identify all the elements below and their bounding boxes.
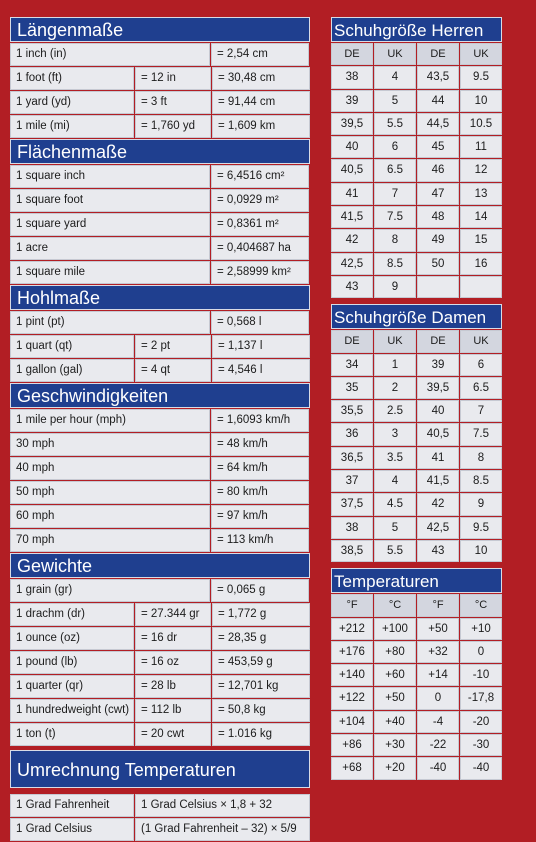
table-row [331,377,502,399]
herren-table [331,43,502,298]
metric-cell: = 1,609 km [212,115,310,138]
metric-cell: = 0,404687 ha [211,237,309,260]
table-row [10,794,310,817]
size-cell: +50 [417,618,459,640]
size-cell: 8 [460,447,502,469]
table-row [331,734,502,756]
equiv-cell: = 3 ft [135,91,211,114]
laengen-table [10,43,310,138]
formula-cell: 1 Grad Celsius × 1,8 + 32 [135,794,310,817]
size-cell: 35 [331,377,373,399]
metric-cell: = 97 km/h [211,505,309,528]
size-cell: +212 [331,618,373,640]
hohl-table [10,311,310,382]
size-cell: +30 [374,734,416,756]
metric-cell: = 6,4516 cm² [211,165,309,188]
column-header: DE [331,330,373,352]
unit-cell: 1 ton (t) [10,723,134,746]
section-title-umrechnung-temperaturen: Umrechnung Temperaturen [10,750,310,788]
metric-cell: = 1.016 kg [212,723,310,746]
size-cell: 7.5 [374,206,416,228]
table-row [331,517,502,539]
column-header: UK [374,43,416,65]
size-cell: 7 [374,183,416,205]
table-row [10,261,310,284]
size-cell: 5 [374,90,416,112]
size-cell: 40 [331,136,373,158]
table-row [10,311,310,334]
metric-cell: = 0,065 g [211,579,309,602]
section-title-geschwindigkeiten: Geschwindigkeiten [10,383,310,408]
size-cell: +32 [417,641,459,663]
unit-cell: 1 inch (in) [10,43,210,66]
size-cell: 42,5 [331,253,373,275]
table-row [331,400,502,422]
size-cell [460,276,502,298]
unit-cell: 1 pound (lb) [10,651,134,674]
size-cell: 0 [460,641,502,663]
size-cell: +40 [374,711,416,733]
size-cell: 15 [460,229,502,251]
size-cell: 38,5 [331,540,373,562]
metric-cell: = 1,137 l [212,335,310,358]
metric-cell: = 28,35 g [212,627,310,650]
size-cell: 44 [417,90,459,112]
size-cell: -40 [417,757,459,779]
unit-cell: 1 quart (qt) [10,335,134,358]
size-cell: +176 [331,641,373,663]
table-row [10,627,310,650]
size-cell: 38 [331,66,373,88]
section-title-gewichte: Gewichte [10,553,310,578]
umrechnung-table [10,794,310,841]
size-cell: 5.5 [374,540,416,562]
size-cell: 7.5 [460,423,502,445]
size-cell: 40,5 [331,159,373,181]
metric-cell: = 30,48 cm [212,67,310,90]
equiv-cell: = 27.344 gr [135,603,211,626]
size-cell: 41,5 [417,470,459,492]
size-cell: 6 [460,354,502,376]
gewichte-table [10,579,310,746]
size-cell: 6.5 [460,377,502,399]
unit-cell: 1 square yard [10,213,210,236]
table-row [10,409,310,432]
size-cell: 9 [460,493,502,515]
size-cell: -30 [460,734,502,756]
size-cell: 5 [374,517,416,539]
size-cell: 8.5 [460,470,502,492]
table-row [10,237,310,260]
unit-cell: 40 mph [10,457,210,480]
metric-cell: = 50,8 kg [212,699,310,722]
table-row [10,359,310,382]
table-row [331,618,502,640]
size-cell: +50 [374,687,416,709]
size-cell: -20 [460,711,502,733]
table-row [10,651,310,674]
table-row [331,159,502,181]
unit-cell: 1 gallon (gal) [10,359,134,382]
table-row [10,579,310,602]
table-row [10,165,310,188]
unit-cell: 1 Grad Celsius [10,818,134,841]
metric-cell: = 0,8361 m² [211,213,309,236]
size-cell: 36,5 [331,447,373,469]
size-cell: 43 [417,540,459,562]
size-cell: +80 [374,641,416,663]
table-row [331,641,502,663]
column-header: UK [460,330,502,352]
table-header-row [331,594,502,616]
temperaturen-table [331,594,502,779]
table-row [331,113,502,135]
unit-cell: 1 square inch [10,165,210,188]
unit-cell: 1 mile per hour (mph) [10,409,210,432]
size-cell: 42,5 [417,517,459,539]
table-row [331,354,502,376]
size-cell: 41 [417,447,459,469]
equiv-cell: = 2 pt [135,335,211,358]
size-cell: 3.5 [374,447,416,469]
size-cell: -22 [417,734,459,756]
size-cell: 37 [331,470,373,492]
table-row [331,136,502,158]
size-cell: 2.5 [374,400,416,422]
metric-cell: = 48 km/h [211,433,309,456]
size-cell: 41,5 [331,206,373,228]
size-cell: 16 [460,253,502,275]
unit-cell: 60 mph [10,505,210,528]
unit-cell: 1 foot (ft) [10,67,134,90]
table-header-row [331,330,502,352]
column-header: °C [460,594,502,616]
table-row [331,66,502,88]
size-cell: 9 [374,276,416,298]
size-cell: +60 [374,664,416,686]
column-header: °C [374,594,416,616]
unit-cell: 1 square mile [10,261,210,284]
size-cell: +86 [331,734,373,756]
table-row [10,67,310,90]
table-row [10,433,310,456]
metric-cell: = 0,568 l [211,311,309,334]
size-cell: +122 [331,687,373,709]
metric-cell: = 113 km/h [211,529,309,552]
table-row [331,687,502,709]
size-cell: +104 [331,711,373,733]
size-cell: 43 [331,276,373,298]
metric-cell: = 1,772 g [212,603,310,626]
unit-cell: 1 pint (pt) [10,311,210,334]
table-row [331,423,502,445]
table-row [331,757,502,779]
table-row [10,457,310,480]
size-cell: 42 [417,493,459,515]
size-cell: -17,8 [460,687,502,709]
unit-cell: 1 ounce (oz) [10,627,134,650]
equiv-cell: = 16 oz [135,651,211,674]
table-row [331,183,502,205]
size-cell: 39,5 [417,377,459,399]
metric-cell: = 2,58999 km² [211,261,309,284]
unit-cell: 1 hundredweight (cwt) [10,699,134,722]
unit-cell: 1 mile (mi) [10,115,134,138]
unit-cell: 70 mph [10,529,210,552]
size-cell: 6.5 [374,159,416,181]
size-cell: 41 [331,183,373,205]
table-row [331,493,502,515]
size-cell: 6 [374,136,416,158]
equiv-cell: = 4 qt [135,359,211,382]
size-cell: +100 [374,618,416,640]
table-row [331,540,502,562]
table-row [10,91,310,114]
size-cell: +20 [374,757,416,779]
size-cell: 46 [417,159,459,181]
unit-cell: 1 yard (yd) [10,91,134,114]
column-header: °F [331,594,373,616]
size-cell: 8 [374,229,416,251]
equiv-cell: = 20 cwt [135,723,211,746]
flaechen-table [10,165,310,284]
table-row [10,43,310,66]
table-row [10,335,310,358]
size-cell: -40 [460,757,502,779]
size-cell: 37,5 [331,493,373,515]
table-row [10,115,310,138]
size-cell: -10 [460,664,502,686]
size-cell: 38 [331,517,373,539]
size-cell: 4.5 [374,493,416,515]
size-cell: 45 [417,136,459,158]
size-cell: 36 [331,423,373,445]
equiv-cell: = 1,760 yd [135,115,211,138]
size-cell: 1 [374,354,416,376]
size-cell: 34 [331,354,373,376]
table-row [10,603,310,626]
metric-cell: = 91,44 cm [212,91,310,114]
column-header: DE [417,43,459,65]
size-cell: 39 [331,90,373,112]
unit-cell: 30 mph [10,433,210,456]
unit-cell: 1 quarter (qr) [10,675,134,698]
size-cell: 13 [460,183,502,205]
size-cell: 4 [374,66,416,88]
size-cell: 10 [460,90,502,112]
table-row [331,229,502,251]
table-row [10,529,310,552]
size-cell: 2 [374,377,416,399]
equiv-cell: = 12 in [135,67,211,90]
metric-cell: = 4,546 l [212,359,310,382]
size-cell: 49 [417,229,459,251]
section-title-schuhgroesse-damen: Schuhgröße Damen [331,304,502,329]
size-cell: 0 [417,687,459,709]
left-column [10,17,310,842]
section-title-temperaturen: Temperaturen [331,568,502,593]
size-cell: 4 [374,470,416,492]
section-title-laengenmasse: Längenmaße [10,17,310,42]
table-row [331,206,502,228]
unit-cell: 1 drachm (dr) [10,603,134,626]
right-column [331,17,502,781]
column-header: DE [417,330,459,352]
size-cell: 40 [417,400,459,422]
formula-cell: (1 Grad Fahrenheit – 32) × 5/9 [135,818,310,841]
size-cell: 10.5 [460,113,502,135]
table-row [10,723,310,746]
size-cell: +140 [331,664,373,686]
size-cell: 14 [460,206,502,228]
section-title-schuhgroesse-herren: Schuhgröße Herren [331,17,502,42]
size-cell [417,276,459,298]
metric-cell: = 64 km/h [211,457,309,480]
unit-cell: 50 mph [10,481,210,504]
size-cell: -4 [417,711,459,733]
unit-cell: 1 acre [10,237,210,260]
unit-cell: 1 Grad Fahrenheit [10,794,134,817]
equiv-cell: = 112 lb [135,699,211,722]
column-header: °F [417,594,459,616]
table-row [10,818,310,841]
size-cell: 9.5 [460,66,502,88]
table-row [10,675,310,698]
size-cell: +68 [331,757,373,779]
column-header: DE [331,43,373,65]
size-cell: 5.5 [374,113,416,135]
size-cell: 8.5 [374,253,416,275]
table-header-row [331,43,502,65]
column-header: UK [460,43,502,65]
size-cell: 48 [417,206,459,228]
size-cell: 42 [331,229,373,251]
column-header: UK [374,330,416,352]
size-cell: +10 [460,618,502,640]
table-row [10,699,310,722]
metric-cell: = 2,54 cm [211,43,309,66]
table-row [10,189,310,212]
unit-cell: 1 grain (gr) [10,579,210,602]
size-cell: +14 [417,664,459,686]
size-cell: 35,5 [331,400,373,422]
size-cell: 47 [417,183,459,205]
table-row [10,481,310,504]
table-row [331,470,502,492]
size-cell: 39 [417,354,459,376]
table-row [331,276,502,298]
table-row [331,90,502,112]
size-cell: 12 [460,159,502,181]
metric-cell: = 1,6093 km/h [211,409,309,432]
unit-cell: 1 square foot [10,189,210,212]
metric-cell: = 80 km/h [211,481,309,504]
size-cell: 7 [460,400,502,422]
table-row [331,664,502,686]
table-row [331,711,502,733]
table-row [331,253,502,275]
equiv-cell: = 28 lb [135,675,211,698]
table-row [331,447,502,469]
table-row [10,505,310,528]
size-cell: 43,5 [417,66,459,88]
section-title-flaechenmasse: Flächenmaße [10,139,310,164]
metric-cell: = 12,701 kg [212,675,310,698]
size-cell: 10 [460,540,502,562]
damen-table [331,330,502,562]
section-title-hohlmasse: Hohlmaße [10,285,310,310]
geschw-table [10,409,310,552]
size-cell: 9.5 [460,517,502,539]
table-row [10,213,310,236]
size-cell: 50 [417,253,459,275]
equiv-cell: = 16 dr [135,627,211,650]
size-cell: 44,5 [417,113,459,135]
metric-cell: = 453,59 g [212,651,310,674]
size-cell: 40,5 [417,423,459,445]
size-cell: 39,5 [331,113,373,135]
size-cell: 11 [460,136,502,158]
metric-cell: = 0,0929 m² [211,189,309,212]
size-cell: 3 [374,423,416,445]
